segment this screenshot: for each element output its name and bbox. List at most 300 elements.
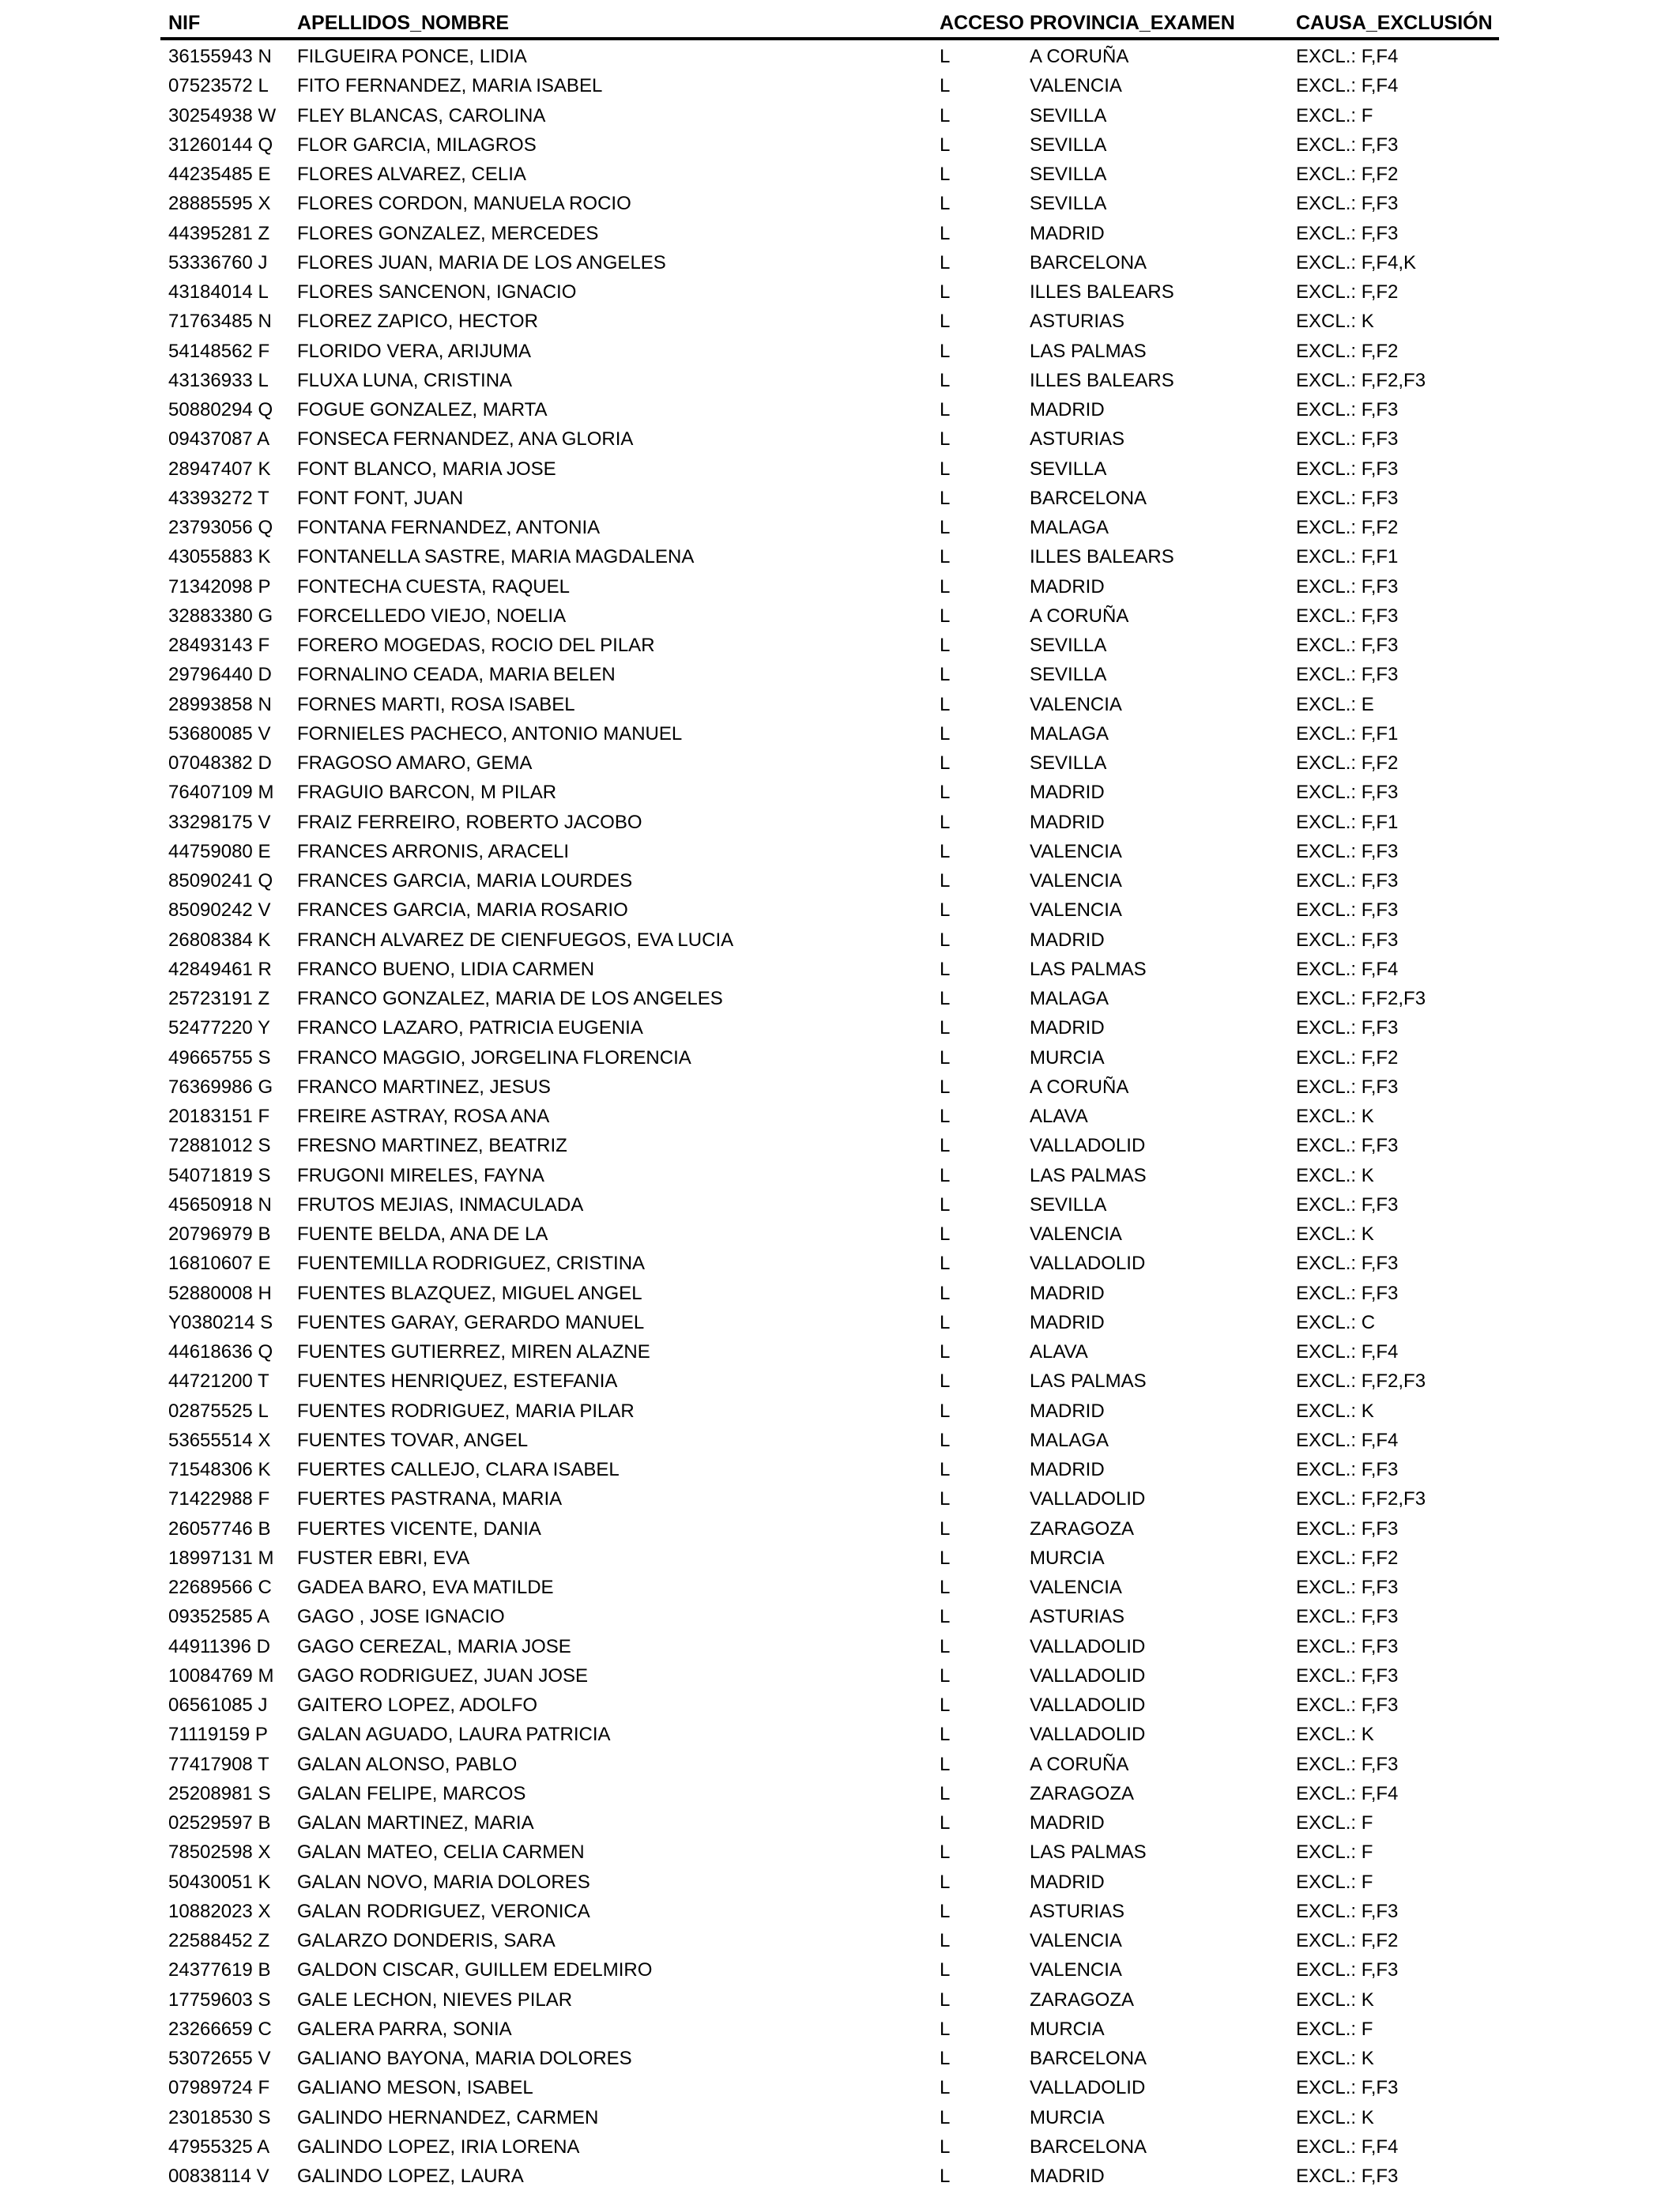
- provincia-cell: A CORUÑA: [1030, 605, 1129, 627]
- causa-exclusion-cell: EXCL.: F,F3: [1296, 605, 1399, 627]
- table-row: [0, 2015, 1680, 2044]
- acceso-cell: L: [940, 104, 951, 126]
- apellidos-nombre-cell: FONT FONT, JUAN: [297, 487, 464, 509]
- causa-exclusion-cell: EXCL.: F,F3: [1296, 1635, 1399, 1657]
- causa-exclusion-cell: EXCL.: C: [1296, 1311, 1376, 1333]
- table-row: [0, 1426, 1680, 1455]
- apellidos-nombre-cell: FUERTES VICENTE, DANIA: [297, 1517, 541, 1540]
- table-row: [0, 1161, 1680, 1190]
- table-row: [0, 1573, 1680, 1602]
- provincia-cell: MALAGA: [1030, 722, 1109, 745]
- table-row: [0, 160, 1680, 189]
- table-row: [0, 1102, 1680, 1131]
- provincia-cell: ZARAGOZA: [1030, 1989, 1135, 2011]
- apellidos-nombre-cell: FLORES JUAN, MARIA DE LOS ANGELES: [297, 251, 666, 273]
- apellidos-nombre-cell: FUENTE BELDA, ANA DE LA: [297, 1223, 548, 1245]
- apellidos-nombre-cell: FILGUEIRA PONCE, LIDIA: [297, 46, 527, 67]
- provincia-cell: SEVILLA: [1030, 1193, 1107, 1216]
- table-row: [0, 2073, 1680, 2102]
- provincia-cell: VALLADOLID: [1030, 1635, 1146, 1657]
- causa-exclusion-cell: EXCL.: F,F3: [1296, 664, 1399, 686]
- acceso-cell: L: [940, 575, 951, 598]
- causa-exclusion-cell: EXCL.: F: [1296, 104, 1373, 126]
- nif-cell: 06561085 J: [168, 1695, 268, 1716]
- provincia-cell: ASTURIAS: [1030, 311, 1125, 333]
- table-row: [0, 1720, 1680, 1749]
- apellidos-nombre-cell: FLEY BLANCAS, CAROLINA: [297, 104, 546, 126]
- acceso-cell: L: [940, 2048, 951, 2069]
- acceso-cell: L: [940, 693, 951, 715]
- acceso-cell: L: [940, 1076, 951, 1098]
- table-row: [0, 2132, 1680, 2162]
- acceso-cell: L: [940, 1517, 951, 1540]
- acceso-cell: L: [940, 605, 951, 627]
- provincia-cell: ASTURIAS: [1030, 1606, 1125, 1628]
- acceso-cell: L: [940, 1311, 951, 1333]
- table-row: [0, 1337, 1680, 1367]
- nif-cell: 72881012 S: [168, 1135, 271, 1157]
- nif-cell: 50430051 K: [168, 1871, 271, 1893]
- acceso-cell: L: [940, 428, 951, 450]
- apellidos-nombre-cell: FUERTES CALLEJO, CLARA ISABEL: [297, 1459, 620, 1480]
- provincia-cell: ZARAGOZA: [1030, 1782, 1135, 1804]
- table-row: [0, 542, 1680, 571]
- apellidos-nombre-cell: GALAN NOVO, MARIA DOLORES: [297, 1871, 590, 1893]
- table-row: [0, 1279, 1680, 1308]
- table-row: [0, 2162, 1680, 2191]
- table-row: [0, 1955, 1680, 1985]
- causa-exclusion-cell: EXCL.: F,F2: [1296, 1046, 1399, 1069]
- causa-exclusion-cell: EXCL.: F,F3: [1296, 458, 1399, 480]
- acceso-cell: L: [940, 1046, 951, 1069]
- apellidos-nombre-cell: GAITERO LOPEZ, ADOLFO: [297, 1695, 538, 1716]
- causa-exclusion-cell: EXCL.: F,F3: [1296, 782, 1399, 804]
- table-row: [0, 1484, 1680, 1514]
- provincia-cell: SEVILLA: [1030, 193, 1107, 215]
- table-row: [0, 1249, 1680, 1278]
- provincia-cell: ILLES BALEARS: [1030, 369, 1174, 391]
- table-row: [0, 748, 1680, 778]
- table-row: [0, 1868, 1680, 1897]
- causa-exclusion-cell: EXCL.: F,F3: [1296, 1459, 1399, 1480]
- provincia-cell: VALENCIA: [1030, 1959, 1122, 1981]
- table-row: [0, 1779, 1680, 1808]
- provincia-cell: VALLADOLID: [1030, 1253, 1146, 1275]
- provincia-cell: VALLADOLID: [1030, 1664, 1146, 1687]
- acceso-cell: L: [940, 1341, 951, 1363]
- causa-exclusion-cell: EXCL.: K: [1296, 1223, 1374, 1245]
- acceso-cell: L: [940, 782, 951, 804]
- provincia-cell: MURCIA: [1030, 1547, 1105, 1569]
- causa-exclusion-cell: EXCL.: F,F3: [1296, 1664, 1399, 1687]
- apellidos-nombre-cell: GAGO CEREZAL, MARIA JOSE: [297, 1635, 571, 1657]
- header-divider: [160, 37, 1499, 40]
- causa-exclusion-cell: EXCL.: F,F2: [1296, 340, 1399, 362]
- provincia-cell: SEVILLA: [1030, 134, 1107, 156]
- nif-cell: 49665755 S: [168, 1046, 271, 1069]
- nif-cell: 26808384 K: [168, 929, 271, 951]
- causa-exclusion-cell: EXCL.: F: [1296, 1842, 1373, 1864]
- provincia-cell: MADRID: [1030, 782, 1105, 804]
- acceso-cell: L: [940, 1959, 951, 1981]
- acceso-cell: L: [940, 1577, 951, 1598]
- nif-cell: 22588452 Z: [168, 1930, 270, 1951]
- causa-exclusion-cell: EXCL.: F,F4: [1296, 958, 1399, 980]
- acceso-cell: L: [940, 1459, 951, 1480]
- apellidos-nombre-cell: FUENTES GARAY, GERARDO MANUEL: [297, 1311, 645, 1333]
- apellidos-nombre-cell: GALAN FELIPE, MARCOS: [297, 1782, 526, 1804]
- table-row: [0, 1985, 1680, 2015]
- nif-cell: 71763485 N: [168, 311, 272, 333]
- provincia-cell: MADRID: [1030, 1400, 1105, 1422]
- causa-exclusion-cell: EXCL.: K: [1296, 1164, 1374, 1186]
- apellidos-nombre-cell: FUENTEMILLA RODRIGUEZ, CRISTINA: [297, 1253, 646, 1275]
- provincia-cell: LAS PALMAS: [1030, 340, 1147, 362]
- acceso-cell: L: [940, 1253, 951, 1275]
- table-row: [0, 1897, 1680, 1926]
- header-apellidos-nombre: APELLIDOS_NOMBRE: [297, 12, 510, 34]
- provincia-cell: SEVILLA: [1030, 664, 1107, 686]
- nif-cell: 85090241 Q: [168, 870, 273, 892]
- causa-exclusion-cell: EXCL.: F,F3: [1296, 487, 1399, 509]
- acceso-cell: L: [940, 2106, 951, 2128]
- causa-exclusion-cell: EXCL.: F,F3: [1296, 1606, 1399, 1628]
- nif-cell: 42849461 R: [168, 958, 272, 980]
- causa-exclusion-cell: EXCL.: F: [1296, 2018, 1373, 2040]
- causa-exclusion-cell: EXCL.: F,F3: [1296, 134, 1399, 156]
- provincia-cell: LAS PALMAS: [1030, 1164, 1147, 1186]
- provincia-cell: VALLADOLID: [1030, 1135, 1146, 1157]
- provincia-cell: MALAGA: [1030, 1429, 1109, 1451]
- apellidos-nombre-cell: FONSECA FERNANDEZ, ANA GLORIA: [297, 428, 634, 450]
- table-row: [0, 690, 1680, 719]
- nif-cell: 85090242 V: [168, 899, 271, 922]
- nif-cell: 25723191 Z: [168, 988, 270, 1009]
- table-row: [0, 1750, 1680, 1779]
- nif-cell: 53072655 V: [168, 2048, 271, 2069]
- apellidos-nombre-cell: GALIANO MESON, ISABEL: [297, 2077, 533, 2099]
- provincia-cell: MALAGA: [1030, 517, 1109, 538]
- nif-cell: 53336760 J: [168, 251, 268, 273]
- table-row: [0, 42, 1680, 71]
- acceso-cell: L: [940, 340, 951, 362]
- header-nif: NIF: [168, 12, 201, 34]
- causa-exclusion-cell: EXCL.: F,F3: [1296, 1017, 1399, 1039]
- provincia-cell: SEVILLA: [1030, 458, 1107, 480]
- provincia-cell: VALENCIA: [1030, 1577, 1122, 1598]
- table-row: [0, 395, 1680, 424]
- apellidos-nombre-cell: FRANCO BUENO, LIDIA CARMEN: [297, 958, 595, 980]
- apellidos-nombre-cell: GALARZO DONDERIS, SARA: [297, 1930, 556, 1951]
- nif-cell: 22689566 C: [168, 1577, 272, 1598]
- provincia-cell: MADRID: [1030, 1459, 1105, 1480]
- apellidos-nombre-cell: GALIANO BAYONA, MARIA DOLORES: [297, 2048, 632, 2069]
- table-row: [0, 2044, 1680, 2073]
- provincia-cell: LAS PALMAS: [1030, 1370, 1147, 1393]
- apellidos-nombre-cell: FRAGUIO BARCON, M PILAR: [297, 782, 557, 804]
- acceso-cell: L: [940, 870, 951, 892]
- acceso-cell: L: [940, 1664, 951, 1687]
- causa-exclusion-cell: EXCL.: F,F2: [1296, 1547, 1399, 1569]
- provincia-cell: VALLADOLID: [1030, 2077, 1146, 2099]
- apellidos-nombre-cell: GALAN AGUADO, LAURA PATRICIA: [297, 1724, 611, 1746]
- acceso-cell: L: [940, 664, 951, 686]
- provincia-cell: VALENCIA: [1030, 840, 1122, 862]
- nif-cell: 33298175 V: [168, 811, 271, 833]
- provincia-cell: A CORUÑA: [1030, 1076, 1129, 1098]
- causa-exclusion-cell: EXCL.: F,F4: [1296, 2136, 1399, 2158]
- acceso-cell: L: [940, 1871, 951, 1893]
- causa-exclusion-cell: EXCL.: F,F4: [1296, 75, 1399, 97]
- nif-cell: 44911396 D: [168, 1635, 270, 1657]
- acceso-cell: L: [940, 369, 951, 391]
- causa-exclusion-cell: EXCL.: F,F3: [1296, 899, 1399, 922]
- table-row: [0, 1602, 1680, 1631]
- acceso-cell: L: [940, 1989, 951, 2011]
- table-row: [0, 1043, 1680, 1072]
- acceso-cell: L: [940, 1606, 951, 1628]
- apellidos-nombre-cell: FORCELLEDO VIEJO, NOELIA: [297, 605, 567, 627]
- nif-cell: 30254938 W: [168, 104, 277, 126]
- apellidos-nombre-cell: FORNIELES PACHECO, ANTONIO MANUEL: [297, 722, 683, 745]
- acceso-cell: L: [940, 958, 951, 980]
- acceso-cell: L: [940, 1193, 951, 1216]
- table-row: [0, 808, 1680, 837]
- nif-cell: 43136933 L: [168, 369, 269, 391]
- acceso-cell: L: [940, 635, 951, 656]
- provincia-cell: BARCELONA: [1030, 2048, 1147, 2069]
- nif-cell: 71342098 P: [168, 575, 271, 598]
- causa-exclusion-cell: EXCL.: F,F3: [1296, 635, 1399, 656]
- nif-cell: 47955325 A: [168, 2136, 270, 2158]
- acceso-cell: L: [940, 75, 951, 97]
- provincia-cell: BARCELONA: [1030, 251, 1147, 273]
- causa-exclusion-cell: EXCL.: F,F3: [1296, 1517, 1399, 1540]
- causa-exclusion-cell: EXCL.: F,F3: [1296, 222, 1399, 244]
- apellidos-nombre-cell: FRANCH ALVAREZ DE CIENFUEGOS, EVA LUCIA: [297, 929, 734, 951]
- apellidos-nombre-cell: GALDON CISCAR, GUILLEM EDELMIRO: [297, 1959, 653, 1981]
- provincia-cell: MADRID: [1030, 1017, 1105, 1039]
- causa-exclusion-cell: EXCL.: F,F3: [1296, 840, 1399, 862]
- nif-cell: 52880008 H: [168, 1282, 272, 1304]
- provincia-cell: SEVILLA: [1030, 104, 1107, 126]
- table-row: [0, 101, 1680, 130]
- apellidos-nombre-cell: GALERA PARRA, SONIA: [297, 2018, 512, 2040]
- nif-cell: 43393272 T: [168, 487, 269, 509]
- table-row: [0, 1661, 1680, 1691]
- acceso-cell: L: [940, 1930, 951, 1951]
- table-row: [0, 837, 1680, 866]
- apellidos-nombre-cell: GALAN RODRIGUEZ, VERONICA: [297, 1900, 590, 1922]
- provincia-cell: MADRID: [1030, 1282, 1105, 1304]
- causa-exclusion-cell: EXCL.: F,F4: [1296, 1782, 1399, 1804]
- nif-cell: 07989724 F: [168, 2077, 270, 2099]
- provincia-cell: MADRID: [1030, 811, 1105, 833]
- apellidos-nombre-cell: GALINDO LOPEZ, LAURA: [297, 2166, 524, 2187]
- acceso-cell: L: [940, 2018, 951, 2040]
- causa-exclusion-cell: EXCL.: F,F2: [1296, 517, 1399, 538]
- acceso-cell: L: [940, 1164, 951, 1186]
- acceso-cell: L: [940, 1017, 951, 1039]
- apellidos-nombre-cell: FITO FERNANDEZ, MARIA ISABEL: [297, 75, 603, 97]
- acceso-cell: L: [940, 752, 951, 774]
- acceso-cell: L: [940, 1753, 951, 1775]
- nif-cell: 36155943 N: [168, 46, 272, 67]
- acceso-cell: L: [940, 1135, 951, 1157]
- nif-cell: 09352585 A: [168, 1606, 270, 1628]
- table-row: [0, 1397, 1680, 1426]
- nif-cell: 29796440 D: [168, 664, 272, 686]
- table-row: [0, 925, 1680, 955]
- provincia-cell: VALENCIA: [1030, 899, 1122, 922]
- causa-exclusion-cell: EXCL.: F,F1: [1296, 722, 1399, 745]
- apellidos-nombre-cell: FRESNO MARTINEZ, BEATRIZ: [297, 1135, 567, 1157]
- nif-cell: 31260144 Q: [168, 134, 273, 156]
- acceso-cell: L: [940, 193, 951, 215]
- table-row: [0, 337, 1680, 366]
- nif-cell: 23793056 Q: [168, 517, 273, 538]
- table-row: [0, 189, 1680, 218]
- acceso-cell: L: [940, 46, 951, 67]
- table-row: [0, 778, 1680, 807]
- apellidos-nombre-cell: FLORES ALVAREZ, CELIA: [297, 164, 526, 185]
- provincia-cell: SEVILLA: [1030, 635, 1107, 656]
- apellidos-nombre-cell: GALINDO HERNANDEZ, CARMEN: [297, 2106, 599, 2128]
- nif-cell: 44235485 E: [168, 164, 271, 185]
- nif-cell: 10882023 X: [168, 1900, 271, 1922]
- table-row: [0, 484, 1680, 513]
- nif-cell: 20183151 F: [168, 1106, 270, 1127]
- apellidos-nombre-cell: FORNALINO CEADA, MARIA BELEN: [297, 664, 616, 686]
- acceso-cell: L: [940, 517, 951, 538]
- apellidos-nombre-cell: FRAIZ FERREIRO, ROBERTO JACOBO: [297, 811, 642, 833]
- table-row: [0, 2103, 1680, 2132]
- causa-exclusion-cell: EXCL.: F,F2: [1296, 752, 1399, 774]
- nif-cell: 43055883 K: [168, 546, 271, 568]
- table-row: [0, 1131, 1680, 1160]
- table-row: [0, 424, 1680, 454]
- nif-cell: 02875525 L: [168, 1400, 269, 1422]
- nif-cell: 18997131 M: [168, 1547, 274, 1569]
- causa-exclusion-cell: EXCL.: E: [1296, 693, 1374, 715]
- provincia-cell: VALENCIA: [1030, 870, 1122, 892]
- acceso-cell: L: [940, 1782, 951, 1804]
- apellidos-nombre-cell: GALE LECHON, NIEVES PILAR: [297, 1989, 573, 2011]
- apellidos-nombre-cell: FRANCO LAZARO, PATRICIA EUGENIA: [297, 1017, 643, 1039]
- apellidos-nombre-cell: GALAN MARTINEZ, MARIA: [297, 1812, 534, 1834]
- nif-cell: 52477220 Y: [168, 1017, 271, 1039]
- apellidos-nombre-cell: FLORIDO VERA, ARIJUMA: [297, 340, 532, 362]
- provincia-cell: A CORUÑA: [1030, 46, 1129, 67]
- apellidos-nombre-cell: FOGUE GONZALEZ, MARTA: [297, 399, 548, 420]
- table-row: [0, 1808, 1680, 1838]
- causa-exclusion-cell: EXCL.: F: [1296, 1812, 1373, 1834]
- table-row: [0, 454, 1680, 484]
- apellidos-nombre-cell: GALAN ALONSO, PABLO: [297, 1753, 518, 1775]
- nif-cell: 24377619 B: [168, 1959, 271, 1981]
- provincia-cell: SEVILLA: [1030, 752, 1107, 774]
- nif-cell: 45650918 N: [168, 1193, 272, 1216]
- causa-exclusion-cell: EXCL.: F,F4: [1296, 1429, 1399, 1451]
- causa-exclusion-cell: EXCL.: F,F3: [1296, 2166, 1399, 2187]
- nif-cell: 23266659 C: [168, 2018, 272, 2040]
- causa-exclusion-cell: EXCL.: F,F3: [1296, 575, 1399, 598]
- acceso-cell: L: [940, 2166, 951, 2187]
- nif-cell: 23018530 S: [168, 2106, 271, 2128]
- table-row: [0, 1691, 1680, 1720]
- provincia-cell: ILLES BALEARS: [1030, 281, 1174, 303]
- causa-exclusion-cell: EXCL.: F,F2,F3: [1296, 1488, 1426, 1510]
- nif-cell: 53655514 X: [168, 1429, 271, 1451]
- acceso-cell: L: [940, 1842, 951, 1864]
- nif-cell: 53680085 V: [168, 722, 271, 745]
- nif-cell: 44395281 Z: [168, 222, 270, 244]
- acceso-cell: L: [940, 899, 951, 922]
- table-row: [0, 866, 1680, 895]
- apellidos-nombre-cell: FRANCES GARCIA, MARIA LOURDES: [297, 870, 633, 892]
- causa-exclusion-cell: EXCL.: F,F3: [1296, 1695, 1399, 1716]
- provincia-cell: MADRID: [1030, 1812, 1105, 1834]
- causa-exclusion-cell: EXCL.: F,F2,F3: [1296, 1370, 1426, 1393]
- table-row: [0, 1926, 1680, 1955]
- table-row: [0, 1190, 1680, 1220]
- causa-exclusion-cell: EXCL.: K: [1296, 2048, 1374, 2069]
- apellidos-nombre-cell: FORERO MOGEDAS, ROCIO DEL PILAR: [297, 635, 655, 656]
- nif-cell: Y0380214 S: [168, 1311, 273, 1333]
- nif-cell: 02529597 B: [168, 1812, 271, 1834]
- provincia-cell: BARCELONA: [1030, 487, 1147, 509]
- apellidos-nombre-cell: FUENTES BLAZQUEZ, MIGUEL ANGEL: [297, 1282, 642, 1304]
- apellidos-nombre-cell: FUENTES TOVAR, ANGEL: [297, 1429, 529, 1451]
- acceso-cell: L: [940, 164, 951, 185]
- provincia-cell: VALENCIA: [1030, 693, 1122, 715]
- table-body: [0, 42, 1680, 2191]
- table-row: [0, 601, 1680, 631]
- apellidos-nombre-cell: GAGO , JOSE IGNACIO: [297, 1606, 505, 1628]
- causa-exclusion-cell: EXCL.: K: [1296, 1400, 1374, 1422]
- provincia-cell: ASTURIAS: [1030, 428, 1125, 450]
- causa-exclusion-cell: EXCL.: K: [1296, 2106, 1374, 2128]
- provincia-cell: VALLADOLID: [1030, 1724, 1146, 1746]
- nif-cell: 71548306 K: [168, 1459, 271, 1480]
- causa-exclusion-cell: EXCL.: F,F3: [1296, 428, 1399, 450]
- apellidos-nombre-cell: FRANCES GARCIA, MARIA ROSARIO: [297, 899, 628, 922]
- apellidos-nombre-cell: FREIRE ASTRAY, ROSA ANA: [297, 1106, 550, 1127]
- acceso-cell: L: [940, 1724, 951, 1746]
- table-row: [0, 1544, 1680, 1573]
- causa-exclusion-cell: EXCL.: F,F3: [1296, 1076, 1399, 1098]
- table-row: [0, 513, 1680, 542]
- provincia-cell: MADRID: [1030, 222, 1105, 244]
- provincia-cell: MADRID: [1030, 1871, 1105, 1893]
- nif-cell: 07048382 D: [168, 752, 272, 774]
- causa-exclusion-cell: EXCL.: F,F3: [1296, 1959, 1399, 1981]
- provincia-cell: LAS PALMAS: [1030, 1842, 1147, 1864]
- table-row: [0, 1220, 1680, 1249]
- provincia-cell: MADRID: [1030, 929, 1105, 951]
- apellidos-nombre-cell: FLUXA LUNA, CRISTINA: [297, 369, 513, 391]
- provincia-cell: VALENCIA: [1030, 75, 1122, 97]
- provincia-cell: MADRID: [1030, 1311, 1105, 1333]
- table-row: [0, 219, 1680, 248]
- nif-cell: 44759080 E: [168, 840, 271, 862]
- acceso-cell: L: [940, 1547, 951, 1569]
- causa-exclusion-cell: EXCL.: K: [1296, 1989, 1374, 2011]
- acceso-cell: L: [940, 311, 951, 333]
- causa-exclusion-cell: EXCL.: F,F1: [1296, 811, 1399, 833]
- causa-exclusion-cell: EXCL.: F,F2: [1296, 164, 1399, 185]
- acceso-cell: L: [940, 722, 951, 745]
